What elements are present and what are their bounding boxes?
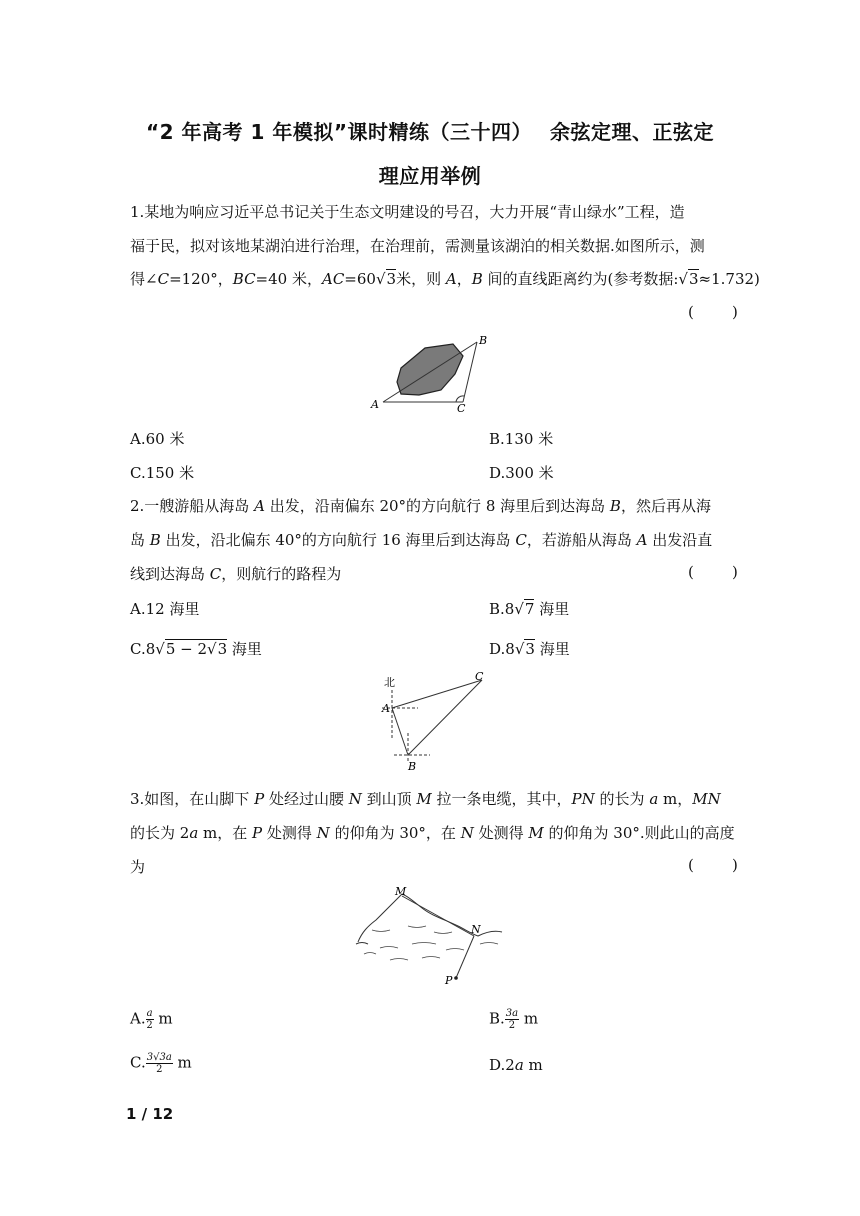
q3-option-a[interactable]: A. $\frac{a}{2}$ m <box>130 1008 173 1031</box>
page-number: 1 / 12 <box>126 1105 174 1123</box>
q3-label-n: N <box>471 923 481 936</box>
q1-text-line-2: 福于民，拟对该地某湖泊进行治理，在治理前，需测量该湖泊的相关数据.如图所示，测 <box>130 237 705 255</box>
page-title-line-2: 理应用举例 <box>378 164 482 188</box>
q1-answer-bracket: ( ) <box>688 303 738 321</box>
q1-option-d[interactable]: D.300 米 <box>489 464 554 482</box>
q2-label-b: B <box>408 760 417 773</box>
q2-text-line-3: 线到达海岛 C，则航行的路程为 <box>130 565 342 583</box>
q3-label-m: M <box>395 886 407 898</box>
q2-answer-bracket: ( ) <box>688 563 738 581</box>
q1-label-b: B <box>479 334 488 347</box>
q2-label-a: A <box>382 702 390 715</box>
q2-option-a[interactable]: A.12 海里 <box>130 600 200 618</box>
q1-lake-figure <box>365 332 495 414</box>
q3-text-line-2: 的长为 2a m，在 P 处测得 N 的仰角为 30°，在 N 处测得 M 的仰角为 30°.则此山的高度 <box>130 824 735 842</box>
q1-text-line-3: 得∠C=120°，BC=40 米，AC=60√3米，则 A，B 间的直线距离约为(参考数据:√3≈1.732) <box>130 270 760 288</box>
q2-text-line-1: 2.一艘游船从海岛 A 出发，沿南偏东 20°的方向航行 8 海里后到达海岛 B，然后再从海 <box>130 497 711 515</box>
q1-option-c[interactable]: C.150 米 <box>130 464 195 482</box>
q1-label-a: A <box>371 398 379 411</box>
q2-navigation-figure <box>378 668 493 776</box>
page-title-line-1: “2 年高考 1 年模拟”课时精练（三十四） 余弦定理、正弦定 <box>146 120 714 144</box>
q3-option-c[interactable]: C. $\frac{3√3a}{2}$ m <box>130 1052 192 1075</box>
q1-label-c: C <box>457 402 466 414</box>
q2-label-north: 北 <box>384 676 395 689</box>
q1-option-b[interactable]: B.130 米 <box>489 430 554 448</box>
q2-text-line-2: 岛 B 出发，沿北偏东 40°的方向航行 16 海里后到达海岛 C，若游船从海岛 A 出发沿直 <box>130 531 713 549</box>
q2-label-c: C <box>475 670 484 683</box>
q3-text-line-3: 为 <box>130 858 146 876</box>
q3-option-d[interactable]: D.2a m <box>489 1056 543 1074</box>
q1-option-a[interactable]: A.60 米 <box>130 430 185 448</box>
q3-answer-bracket: ( ) <box>688 856 738 874</box>
q2-option-c[interactable]: C.8√5 − 2√3 海里 <box>130 640 262 658</box>
q2-option-d[interactable]: D.8√3 海里 <box>489 640 570 658</box>
q1-text-line-1: 1.某地为响应习近平总书记关于生态文明建设的号召，大力开展“青山绿水”工程，造 <box>130 203 685 221</box>
q3-option-b[interactable]: B. $\frac{3a}{2}$ m <box>489 1008 539 1031</box>
q2-option-b[interactable]: B.8√7 海里 <box>489 600 570 618</box>
q3-label-p: P <box>445 974 453 987</box>
q3-mountain-figure <box>350 886 510 988</box>
q3-text-line-1: 3.如图，在山脚下 P 处经过山腰 N 到山顶 M 拉一条电缆，其中，PN 的长为 a m，MN <box>130 790 721 808</box>
